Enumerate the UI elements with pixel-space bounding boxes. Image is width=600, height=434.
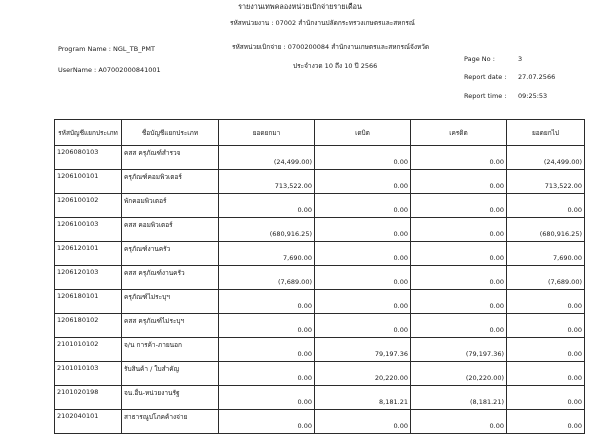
table-row <box>55 338 585 362</box>
cell-debit-value: 0.00 <box>393 421 408 430</box>
cell-brought-forward-value: 0.00 <box>297 205 312 214</box>
table-row <box>55 362 585 386</box>
program-name: Program Name : NGL_TB_PMT <box>58 45 155 53</box>
cell-account-name: จน.อื่น-หน่วยงานรัฐ <box>122 386 219 410</box>
cell-account-code: 1206100101 <box>55 170 122 194</box>
cell-brought-forward-value: 0.00 <box>297 421 312 430</box>
cell-carried-forward-value: 0.00 <box>567 349 582 358</box>
cell-account-code: 1206180101 <box>55 290 122 314</box>
report-title: รายงานเทพคลองหน่วยเบิกจ่ายรายเดือน <box>238 2 362 11</box>
cell-carried-forward-value: 0.00 <box>567 421 582 430</box>
cell-carried-forward-value: (680,916.25) <box>539 229 582 238</box>
cell-debit <box>315 194 411 218</box>
cell-carried-forward <box>507 242 585 266</box>
cell-debit-value: 79,197.36 <box>374 349 408 358</box>
cell-credit-value: 0.00 <box>489 277 504 286</box>
cell-brought-forward <box>219 194 315 218</box>
cell-brought-forward-value: 0.00 <box>297 397 312 406</box>
cell-account-code: 2102040101 <box>55 410 122 434</box>
cell-brought-forward <box>219 410 315 434</box>
cell-account-name: คสส ครุภัณฑ์ไม่ระบุฯ <box>122 314 219 338</box>
cell-brought-forward-value: 7,690.00 <box>283 253 312 262</box>
table-row <box>55 218 585 242</box>
cell-debit <box>315 266 411 290</box>
cell-brought-forward-value: 0.00 <box>297 373 312 382</box>
cell-carried-forward-value: (24,499.00) <box>543 157 582 166</box>
cell-credit <box>411 146 507 170</box>
cell-brought-forward-value: 0.00 <box>297 301 312 310</box>
cell-brought-forward <box>219 314 315 338</box>
cell-credit <box>411 290 507 314</box>
table-row <box>55 314 585 338</box>
cell-carried-forward-value: 0.00 <box>567 325 582 334</box>
cell-carried-forward-value: 0.00 <box>567 373 582 382</box>
user-name: UserName : A07002000841001 <box>58 66 161 74</box>
cell-debit-value: 0.00 <box>393 205 408 214</box>
cell-credit-value: 0.00 <box>489 301 504 310</box>
cell-brought-forward-value: (680,916.25) <box>269 229 312 238</box>
cell-account-code: 2101020198 <box>55 386 122 410</box>
cell-brought-forward-value: 0.00 <box>297 349 312 358</box>
report-date-value: 27.07.2566 <box>518 73 556 81</box>
cell-credit-value: 0.00 <box>489 325 504 334</box>
cell-carried-forward <box>507 410 585 434</box>
cell-account-name: จ/น การค้า-ภายนอก <box>122 338 219 362</box>
header-brought-forward: ยอดยกมา <box>219 120 315 146</box>
cell-debit-value: 0.00 <box>393 325 408 334</box>
cell-credit-value: (20,220.00) <box>465 373 504 382</box>
cell-carried-forward-value: 0.00 <box>567 397 582 406</box>
cell-brought-forward-value: 713,522.00 <box>274 181 312 190</box>
cell-debit <box>315 386 411 410</box>
cell-carried-forward <box>507 146 585 170</box>
header-carried-forward: ยอดยกไป <box>507 120 585 146</box>
cell-carried-forward <box>507 290 585 314</box>
cell-carried-forward <box>507 218 585 242</box>
cell-debit <box>315 410 411 434</box>
header-credit: เครดิต <box>411 120 507 146</box>
agency-line: รหัสหน่วยงาน : 07002 สำนักงานปลัดกระทรวงเกษตรและสหกรณ์ <box>230 19 415 27</box>
cell-account-name: ครุภัณฑ์งานครัว <box>122 242 219 266</box>
cell-brought-forward <box>219 170 315 194</box>
period-line: ประจำงวด 10 ถึง 10 ปี 2566 <box>293 62 378 70</box>
cell-debit-value: 0.00 <box>393 253 408 262</box>
cell-account-name: คสส ครุภัณฑ์สำรวจ <box>122 146 219 170</box>
cell-brought-forward-value: (24,499.00) <box>273 157 312 166</box>
cell-debit-value: 0.00 <box>393 301 408 310</box>
cell-credit <box>411 386 507 410</box>
cell-account-code: 1206180102 <box>55 314 122 338</box>
cell-debit <box>315 362 411 386</box>
cell-account-code: 1206080103 <box>55 146 122 170</box>
cell-brought-forward <box>219 362 315 386</box>
cell-brought-forward <box>219 338 315 362</box>
cell-debit-value: 8,181.21 <box>379 397 408 406</box>
cell-carried-forward <box>507 338 585 362</box>
table-row <box>55 146 585 170</box>
cell-credit-value: 0.00 <box>489 421 504 430</box>
cell-brought-forward <box>219 386 315 410</box>
cell-credit <box>411 218 507 242</box>
cell-debit <box>315 170 411 194</box>
cell-debit <box>315 338 411 362</box>
table-header-row <box>55 120 585 146</box>
report-time-label: Report time : <box>464 92 507 100</box>
table-row <box>55 170 585 194</box>
cell-account-code: 1206100103 <box>55 218 122 242</box>
cell-brought-forward-value: 0.00 <box>297 325 312 334</box>
disbursing-unit-line: รหัสหน่วยเบิกจ่าย : 0700200084 สำนักงานเกษตรและสหกรณ์จังหวัด <box>232 43 430 51</box>
cell-brought-forward <box>219 266 315 290</box>
cell-brought-forward <box>219 146 315 170</box>
cell-account-name: คสส ครุภัณฑ์งานครัว <box>122 266 219 290</box>
cell-account-code: 1206100102 <box>55 194 122 218</box>
table-row <box>55 194 585 218</box>
cell-carried-forward <box>507 266 585 290</box>
cell-account-code: 2101010102 <box>55 338 122 362</box>
ledger-table <box>54 119 585 434</box>
cell-credit-value: 0.00 <box>489 205 504 214</box>
cell-carried-forward <box>507 362 585 386</box>
cell-account-name: คสส คอมพิวเตอร์ <box>122 218 219 242</box>
cell-carried-forward <box>507 194 585 218</box>
cell-credit <box>411 314 507 338</box>
cell-account-name: พักคอมพิวเตอร์ <box>122 194 219 218</box>
cell-debit-value: 20,220.00 <box>374 373 408 382</box>
cell-account-name: ครุภัณฑ์ไม่ระบุฯ <box>122 290 219 314</box>
cell-carried-forward-value: 0.00 <box>567 301 582 310</box>
cell-account-name: รับสินค้า / ใบสำคัญ <box>122 362 219 386</box>
cell-credit-value: 0.00 <box>489 253 504 262</box>
cell-carried-forward-value: 7,690.00 <box>553 253 582 262</box>
header-debit: เดบิต <box>315 120 411 146</box>
header-account-code: รหัสบัญชีแยกประเภท <box>55 120 122 146</box>
cell-brought-forward <box>219 218 315 242</box>
cell-carried-forward <box>507 386 585 410</box>
cell-debit <box>315 218 411 242</box>
cell-brought-forward <box>219 290 315 314</box>
page-no-value: 3 <box>518 55 523 63</box>
report-date-label: Report date : <box>464 73 507 81</box>
report-time-value: 09:25:53 <box>518 92 548 100</box>
cell-carried-forward-value: (7,689.00) <box>547 277 582 286</box>
page-no-label: Page No : <box>464 55 495 63</box>
header-account-name: ชื่อบัญชีแยกประเภท <box>122 120 219 146</box>
cell-credit <box>411 194 507 218</box>
cell-debit <box>315 290 411 314</box>
cell-credit-value: (79,197.36) <box>465 349 504 358</box>
cell-account-code: 2101010103 <box>55 362 122 386</box>
cell-debit-value: 0.00 <box>393 181 408 190</box>
cell-account-name: ครุภัณฑ์คอมพิวเตอร์ <box>122 170 219 194</box>
cell-credit <box>411 338 507 362</box>
cell-debit-value: 0.00 <box>393 229 408 238</box>
cell-brought-forward-value: (7,689.00) <box>277 277 312 286</box>
cell-debit-value: 0.00 <box>393 157 408 166</box>
cell-account-code: 1206120103 <box>55 266 122 290</box>
cell-brought-forward <box>219 242 315 266</box>
table-row <box>55 386 585 410</box>
table-row <box>55 242 585 266</box>
cell-carried-forward <box>507 170 585 194</box>
cell-credit-value: 0.00 <box>489 229 504 238</box>
cell-credit-value: (8,181.21) <box>469 397 504 406</box>
cell-credit <box>411 410 507 434</box>
cell-credit <box>411 242 507 266</box>
cell-carried-forward <box>507 314 585 338</box>
table-row <box>55 410 585 434</box>
cell-account-code: 1206120101 <box>55 242 122 266</box>
cell-debit-value: 0.00 <box>393 277 408 286</box>
cell-debit <box>315 146 411 170</box>
cell-credit-value: 0.00 <box>489 181 504 190</box>
cell-account-name: สาธารณูปโภคค้างจ่าย <box>122 410 219 434</box>
cell-credit <box>411 266 507 290</box>
cell-credit <box>411 170 507 194</box>
cell-carried-forward-value: 0.00 <box>567 205 582 214</box>
cell-carried-forward-value: 713,522.00 <box>544 181 582 190</box>
cell-debit <box>315 314 411 338</box>
cell-debit <box>315 242 411 266</box>
cell-credit-value: 0.00 <box>489 157 504 166</box>
table-row <box>55 290 585 314</box>
cell-credit <box>411 362 507 386</box>
table-row <box>55 266 585 290</box>
